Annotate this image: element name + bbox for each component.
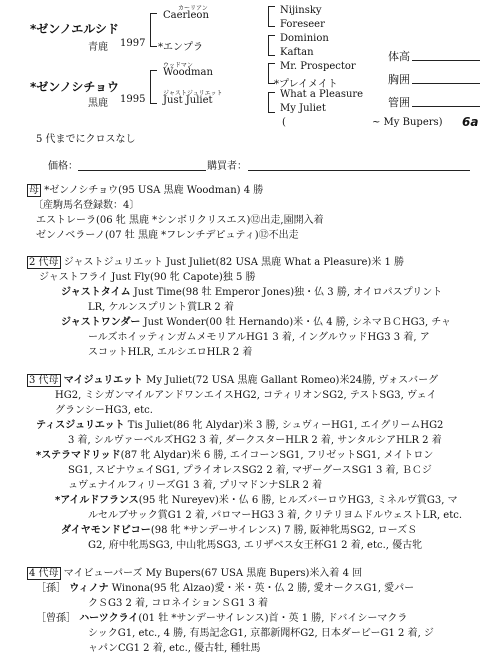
line: Just Wonder(00 牡 Hernando)米・仏 4 勝, シネマＢＣHG3, チャ xyxy=(140,317,451,328)
section-tag: 2 代母 xyxy=(29,257,59,268)
horse-name: マイジュリエット xyxy=(63,375,143,386)
g3-8: My Juliet xyxy=(280,103,326,114)
horse-name: *アイルドフランス xyxy=(55,495,139,506)
sd-name: *エンプラ xyxy=(158,42,203,53)
line: シックG1, etc., 4 勝, 有馬記念G1, 京都新聞杯G2, 日本ダービーG1 2 着, ジ xyxy=(88,628,434,639)
line: My Juliet(72 USA 黒鹿 Gallant Romeo)米24勝, ヴォスバーグ xyxy=(142,375,439,386)
g3-4: Kaftan xyxy=(280,47,314,58)
line: クＳG3 2 着, コロネイションＳG1 3 着 xyxy=(88,598,269,609)
line: Tis Juliet(86 牝 Alydar)米 3 勝, シュヴィーHG1, エイグリームHG2 xyxy=(124,420,444,431)
line: ルセルブサック賞G1 2 着, パロマーHG3 3 着, クリテリヨムドルウェストLR, etc. xyxy=(88,510,463,521)
horse-name: ティスジュリエット xyxy=(36,420,125,431)
ss-ruby: カーリアン xyxy=(178,5,208,12)
dam-name: *ゼンノシチョウ xyxy=(30,80,119,94)
line: Just Time(98 牡 Emperor Jones)独・仏 3 勝, オイロパスプリント xyxy=(130,287,443,298)
dam-color: 黒鹿 xyxy=(88,98,108,109)
height-field[interactable] xyxy=(412,60,480,61)
cross-tail: ~ My Bupers) xyxy=(372,117,443,128)
bracket-ss xyxy=(268,6,275,27)
bracket-sd xyxy=(268,35,275,56)
g3-5: Mr. Prospector xyxy=(280,61,356,72)
relation-tag: ［孫］ xyxy=(36,583,66,594)
section-head: マイビューパーズ My Bupers(67 USA 黒鹿 Bupers)米入着 4 回 xyxy=(63,568,363,579)
section-head: ジャストジュリエット Just Juliet(82 USA 黒鹿 What a Pleasure)米 1 勝 xyxy=(63,257,405,268)
section-head: *ゼンノシチョウ(95 USA 黒鹿 Woodman) 4 勝 xyxy=(44,185,264,196)
bracket-sire xyxy=(150,13,157,47)
horse-name: ハーツクライ xyxy=(79,613,139,624)
bracket-dd xyxy=(268,92,275,113)
dd-name: Just Juliet xyxy=(163,95,213,106)
line: Winona(95 牝 Alzao)愛・米・英・仏 2 勝, 愛オークスG1, 愛パー xyxy=(108,583,415,594)
line: (87 牝 Alydar)米 6 勝, エイコーンSG1, フリゼットSG1, メイトロン xyxy=(120,450,434,461)
g3-1: Nijinsky xyxy=(280,5,322,16)
g3-7: What a Pleasure xyxy=(280,89,364,100)
reg-count: 〔産駒馬名登録数：4〕 xyxy=(33,200,140,211)
cannon-label: 管囲 xyxy=(388,96,410,109)
chest-field[interactable] xyxy=(412,83,480,84)
dam-year: 1995 xyxy=(120,94,146,105)
line: スコットHLR, エルシエロHLR 2 着 xyxy=(88,347,253,358)
line: G2, 府中牝馬SG3, 中山牝馬SG3, エリザベス女王杯G1 2 着, etc., 優古牝 xyxy=(88,540,423,551)
horse-name: ジャストタイム xyxy=(61,287,131,298)
g3-6: *プレイメイト xyxy=(274,79,338,90)
cross-paren: ( xyxy=(282,117,286,128)
section-tag: 3 代母 xyxy=(29,375,59,386)
sire-year: 1997 xyxy=(120,38,146,49)
height-label: 体高 xyxy=(388,50,410,63)
line: (01 牡 *サンデーサイレンス)首・英 1 勝, ドバイシーマクラ xyxy=(138,613,408,624)
line: ュヴェナイルフィリーズG1 3 着, プリマドンナSLR 2 着 xyxy=(68,480,323,491)
horse-name: ダイヤモンドビコー xyxy=(61,525,151,536)
price-field[interactable] xyxy=(78,170,206,171)
line: 3 着, シルヴァーベルズHG2 3 着, ダークスターHLR 2 着, サンタルシアHLR 2 着 xyxy=(68,435,442,446)
no-cross-note: 5 代までにクロスなし xyxy=(36,134,136,145)
line: (98 牝 *サンデーサイレンス) 7 勝, 阪神牝馬SG2, ローズＳ xyxy=(150,525,418,536)
offspring-2: ゼンノベラーノ(07 牡 黒鹿 *フレンチデピュティ)⑫不出走 xyxy=(36,230,299,241)
ss-name: Caerleon xyxy=(163,10,209,21)
bracket-dam xyxy=(150,70,157,104)
g3-2: Foreseer xyxy=(280,19,325,30)
line: ジャストフライ Just Fly(90 牝 Capote)独 5 勝 xyxy=(39,272,256,283)
chest-label: 胸囲 xyxy=(388,73,410,86)
section-tag: 4 代母 xyxy=(29,568,59,579)
page-code: 6a xyxy=(462,115,479,129)
sire-name: *ゼンノエルシド xyxy=(30,22,119,36)
horse-name: ジャストワンダー xyxy=(61,317,141,328)
line: SG1, スピナウェイSG1, プライオレスSG2 2 着, マザーグースSG1 3 着, ＢＣジ xyxy=(68,465,432,476)
horse-name: *ステラマドリッド xyxy=(36,450,121,461)
price-label: 価格： xyxy=(48,161,78,172)
line: ールズホイッティンガムメモリアルHG1 3 着, イングルウッドHG3 3 着, ア xyxy=(88,332,430,343)
line: (95 牝 Nureyev)米・仏 6 勝, ヒルズバーロウHG3, ミネルヴ賞G3, マ xyxy=(138,495,458,506)
ds-name: Woodman xyxy=(163,67,213,78)
line: LR, ケルンスプリント賞LR 2 着 xyxy=(88,302,234,313)
dd-ruby: ジャストジュリエット xyxy=(163,90,223,97)
cannon-field[interactable] xyxy=(412,106,480,107)
line: グランシーHG3, etc. xyxy=(55,405,153,416)
buyer-field[interactable] xyxy=(248,170,470,171)
line: HG2, ミシガンマイルアンドワンエイスHG2, コティリオンSG2, テストSG3, ヴェイ xyxy=(55,390,437,401)
ds-ruby: ウッドマン xyxy=(163,62,193,69)
g3-3: Dominion xyxy=(280,33,329,44)
section-tag: 母 xyxy=(29,185,39,196)
buyer-label: 購買者： xyxy=(207,161,247,172)
relation-tag: ［曾孫］ xyxy=(36,613,76,624)
line: ャパンCG1 2 着, etc., 優古牡, 種牡馬 xyxy=(88,643,261,654)
sire-color: 青鹿 xyxy=(88,42,108,53)
offspring-1: エストレーラ(06 牝 黒鹿 *シンボリクリスエス)⑫出走,園開入着 xyxy=(36,215,324,226)
horse-name: ウィノナ xyxy=(69,583,109,594)
